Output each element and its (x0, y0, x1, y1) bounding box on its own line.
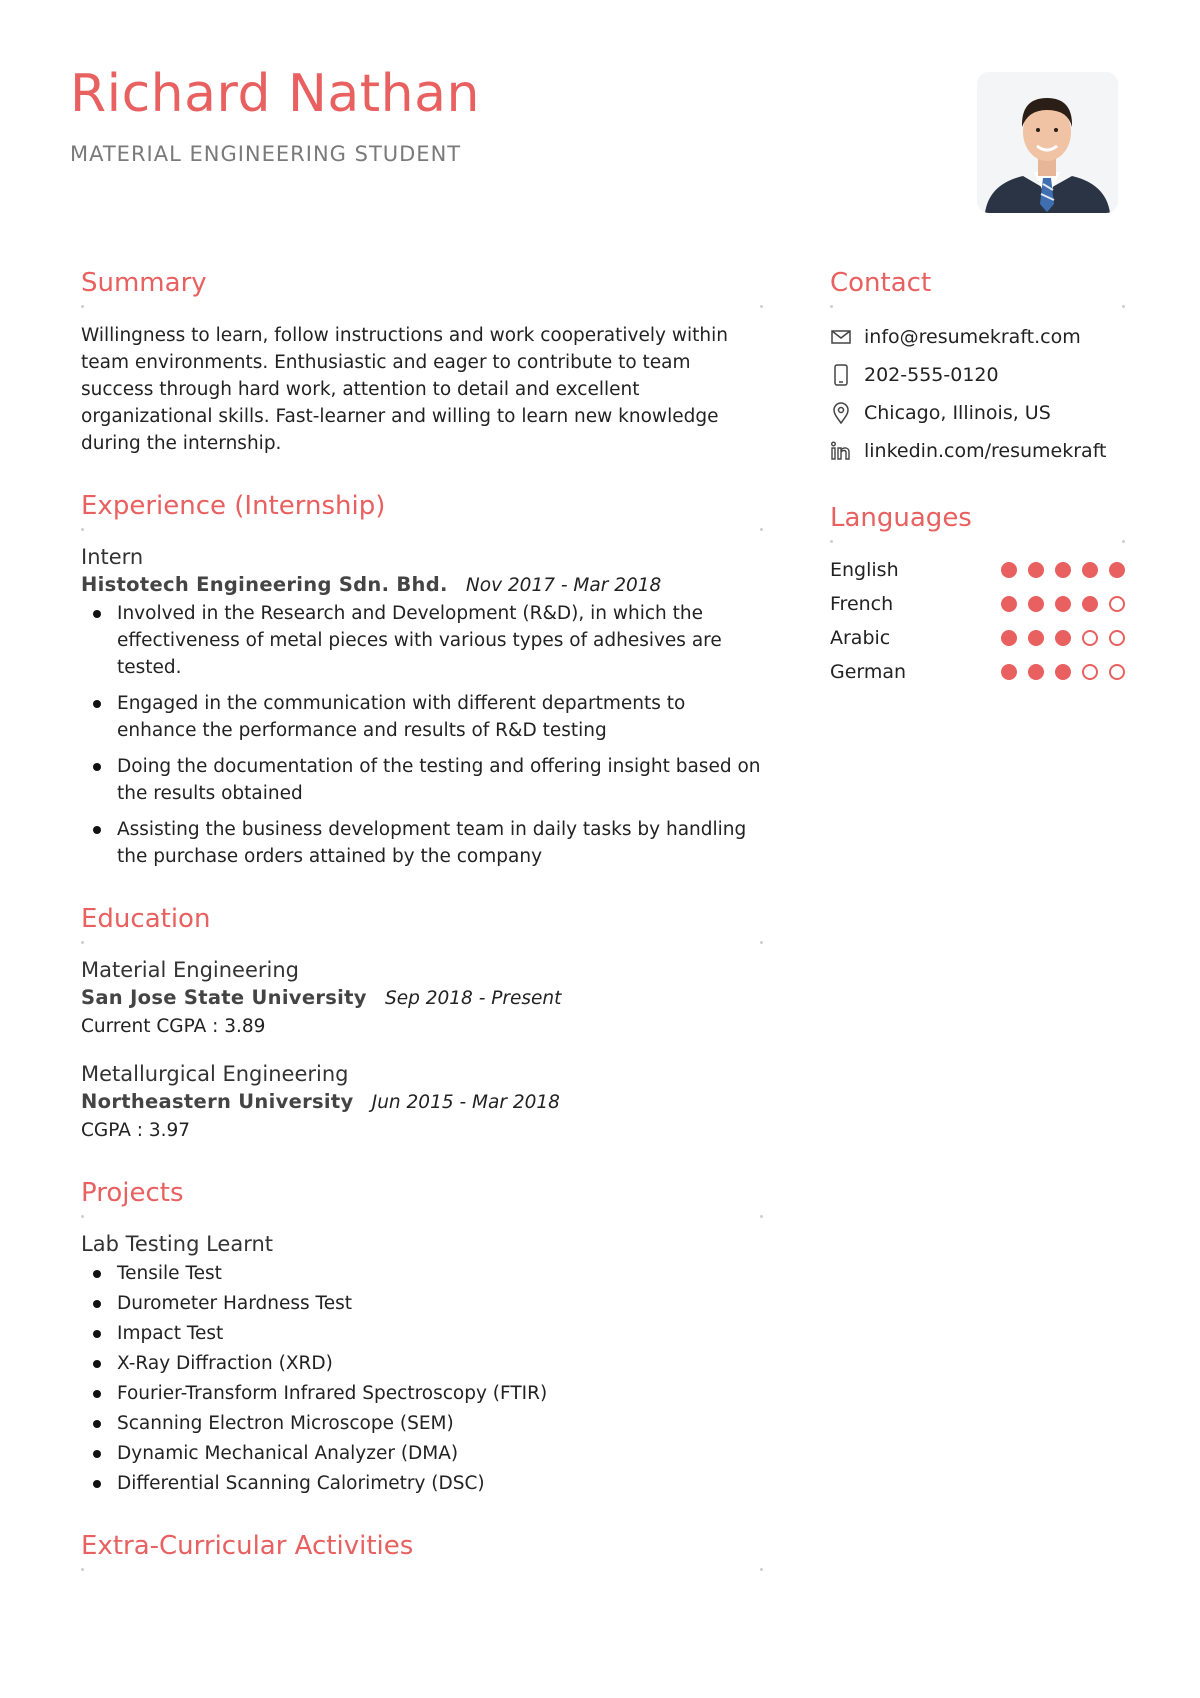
project-list (81, 1260, 763, 1497)
side-column (830, 268, 1125, 723)
linkedin-icon (830, 440, 856, 462)
list-item: Involved in the Research and Development (R&D), in which the effectiveness of metal pieces with various types of adhesives are tested. (81, 600, 763, 681)
phone-text[interactable]: 202-555-0120 (864, 363, 999, 386)
main-column (81, 268, 763, 1605)
list-item: Impact Test (81, 1320, 763, 1347)
location-pin-icon (830, 402, 856, 424)
job-bullets (81, 600, 763, 870)
profile-photo (977, 72, 1118, 213)
summary-heading: Summary (81, 268, 763, 308)
language-row (830, 553, 1125, 587)
degree: Material Engineering (81, 958, 299, 982)
language-name: English (830, 559, 899, 581)
list-item: Differential Scanning Calorimetry (DSC) (81, 1470, 763, 1497)
languages-section (830, 503, 1125, 689)
candidate-title: MATERIAL ENGINEERING STUDENT (70, 142, 462, 166)
envelope-icon (830, 326, 856, 348)
school-line (81, 1090, 763, 1113)
list-item: Dynamic Mechanical Analyzer (DMA) (81, 1440, 763, 1467)
language-row (830, 621, 1125, 655)
rating-dot-empty (1082, 630, 1098, 646)
rating-dot-filled (1082, 596, 1098, 612)
rating-dot-empty (1109, 630, 1125, 646)
education-dates: Sep 2018 - Present (385, 988, 562, 1009)
language-rating (1001, 630, 1125, 646)
contact-email (830, 324, 1125, 349)
contact-linkedin (830, 438, 1125, 463)
experience-heading: Experience (Internship) (81, 491, 763, 531)
rating-dot-filled (1001, 562, 1017, 578)
extracurricular-section (81, 1531, 763, 1571)
gpa: CGPA : 3.97 (81, 1120, 191, 1141)
rating-dot-filled (1055, 664, 1071, 680)
language-name: German (830, 661, 907, 683)
experience-section (81, 491, 763, 870)
education-item (81, 958, 763, 1040)
list-item: Durometer Hardness Test (81, 1290, 763, 1317)
rating-dot-filled (1109, 562, 1125, 578)
rating-dot-filled (1055, 596, 1071, 612)
education-section (81, 904, 763, 1144)
rating-dot-filled (1001, 596, 1017, 612)
contact-phone (830, 362, 1125, 387)
rating-dot-filled (1082, 562, 1098, 578)
contact-location (830, 400, 1125, 425)
language-rating (1001, 664, 1125, 680)
education-dates: Jun 2015 - Mar 2018 (371, 1092, 560, 1113)
degree: Metallurgical Engineering (81, 1062, 349, 1086)
projects-section (81, 1178, 763, 1497)
list-item: Doing the documentation of the testing and offering insight based on the results obtained (81, 753, 763, 807)
extracurricular-heading: Extra-Curricular Activities (81, 1531, 763, 1571)
email-text[interactable]: info@resumekraft.com (864, 325, 1081, 348)
job-dates: Nov 2017 - Mar 2018 (465, 575, 662, 596)
gpa: Current CGPA : 3.89 (81, 1016, 266, 1037)
rating-dot-filled (1028, 596, 1044, 612)
language-list (830, 553, 1125, 689)
language-row (830, 655, 1125, 689)
contact-section (830, 268, 1125, 463)
language-rating (1001, 596, 1125, 612)
list-item: Scanning Electron Microscope (SEM) (81, 1410, 763, 1437)
school-line (81, 986, 763, 1009)
linkedin-text[interactable]: linkedin.com/resumekraft (864, 439, 1107, 462)
languages-heading: Languages (830, 503, 1125, 543)
school: San Jose State University (81, 986, 367, 1009)
summary-text: Willingness to learn, follow instructions and work cooperatively within team environments. Enthusiastic and eager to contribute to team success through hard work, attention to detail and excellent organizational skills. Fast-learner and willing to learn new knowledge during the internship. (81, 325, 728, 454)
school: Northeastern University (81, 1090, 354, 1113)
rating-dot-filled (1028, 630, 1044, 646)
language-name: French (830, 593, 894, 615)
phone-icon (830, 364, 856, 386)
job-company-line (81, 573, 763, 596)
language-rating (1001, 562, 1125, 578)
list-item: Engaged in the communication with different departments to enhance the performance and results of R&D testing (81, 690, 763, 744)
candidate-name: Richard Nathan (70, 64, 480, 124)
rating-dot-empty (1082, 664, 1098, 680)
rating-dot-filled (1001, 664, 1017, 680)
rating-dot-filled (1001, 630, 1017, 646)
rating-dot-filled (1055, 630, 1071, 646)
summary-section (81, 268, 763, 457)
list-item: Fourier-Transform Infrared Spectroscopy (FTIR) (81, 1380, 763, 1407)
project-title: Lab Testing Learnt (81, 1232, 274, 1256)
job-company: Histotech Engineering Sdn. Bhd. (81, 573, 448, 596)
contact-heading: Contact (830, 268, 1125, 308)
list-item: Assisting the business development team in daily tasks by handling the purchase orders attained by the company (81, 816, 763, 870)
list-item: Tensile Test (81, 1260, 763, 1287)
job-role: Intern (81, 545, 144, 569)
rating-dot-filled (1028, 664, 1044, 680)
language-name: Arabic (830, 627, 891, 649)
education-heading: Education (81, 904, 763, 944)
rating-dot-empty (1109, 596, 1125, 612)
rating-dot-empty (1109, 664, 1125, 680)
education-item (81, 1062, 763, 1144)
projects-heading: Projects (81, 1178, 763, 1218)
rating-dot-filled (1028, 562, 1044, 578)
list-item: X-Ray Diffraction (XRD) (81, 1350, 763, 1377)
rating-dot-filled (1055, 562, 1071, 578)
location-text: Chicago, Illinois, US (864, 401, 1051, 424)
language-row (830, 587, 1125, 621)
